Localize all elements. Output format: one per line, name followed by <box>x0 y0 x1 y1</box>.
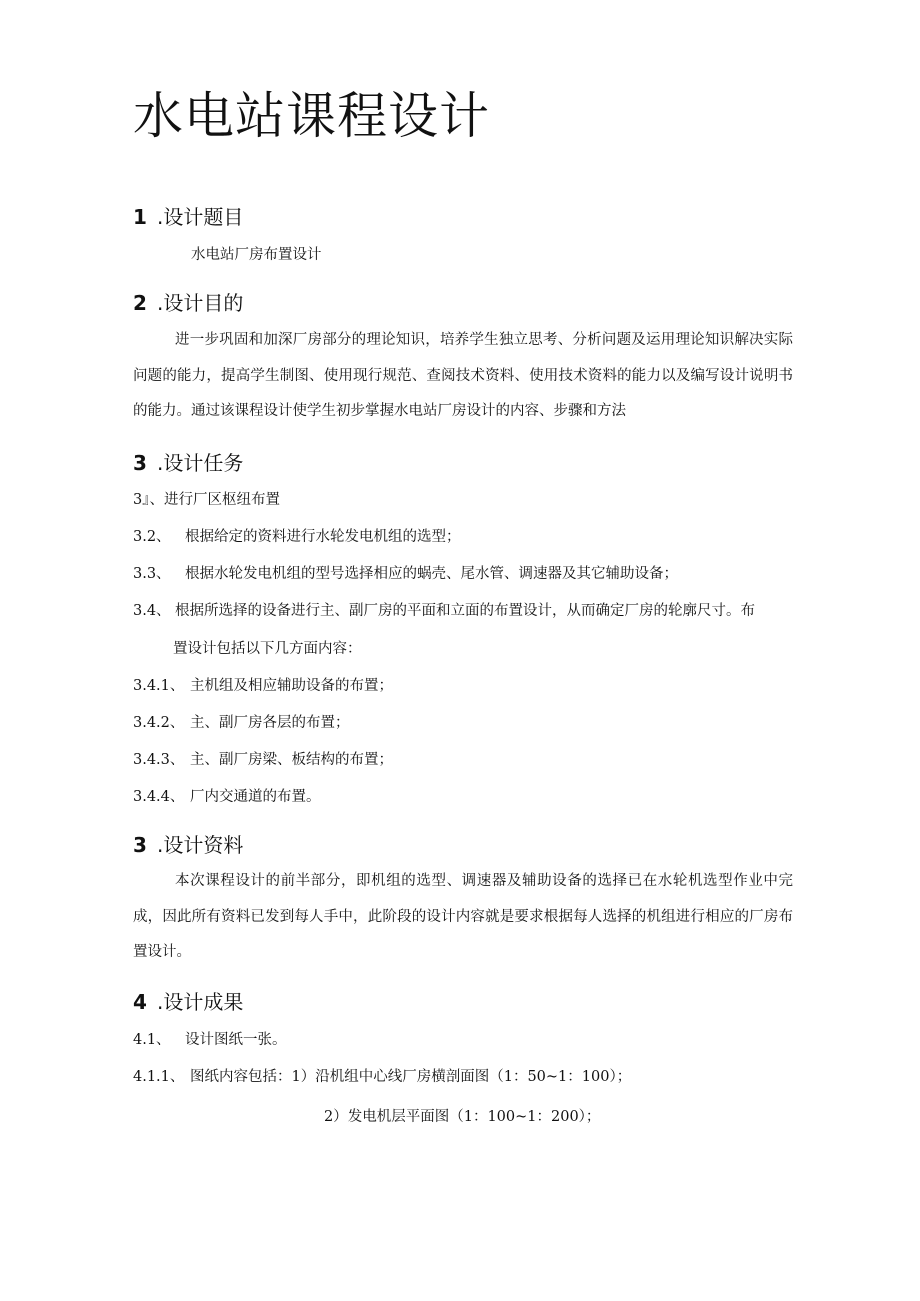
section-2-content: 进一步巩固和加深厂房部分的理论知识，培养学生独立思考、分析问题及运用理论知识解决实际问题的能力，提高学生制图、使用现行规范、查阅技术资料、使用技术资料的能力以及编写设计说明书的能力。通过该课程设计使学生初步掌握水电站厂房设计的内容、步骤和方法 <box>133 332 793 419</box>
list-item-label: 3.3、 <box>133 566 171 582</box>
section-heading-2 <box>133 290 243 316</box>
list-item-label: 3.2、 <box>133 529 171 545</box>
section-heading-3 <box>133 450 243 476</box>
list-item-text: 主、副厂房各层的布置； <box>190 715 350 731</box>
list-item-text: 根据水轮发电机组的型号选择相应的蜗壳、尾水管、调速器及其它辅助设备； <box>185 566 678 582</box>
section-number: 1 <box>133 205 147 229</box>
list-item <box>133 787 321 807</box>
list-item-text: 主、副厂房梁、板结构的布置； <box>190 752 393 768</box>
section-number: 2 <box>133 291 147 315</box>
document-title: 水电站课程设计 <box>133 87 490 145</box>
section-title: .设计目的 <box>157 291 244 315</box>
section-1-content: 水电站厂房布置设计 <box>191 247 322 263</box>
list-item-label: 3』、 <box>133 492 164 508</box>
list-item-text: 主机组及相应辅助设备的布置； <box>190 678 393 694</box>
list-item <box>133 527 461 547</box>
list-item-label: 3.4.2、 <box>133 715 185 731</box>
list-item-text: 根据给定的资料进行水轮发电机组的选型； <box>185 529 461 545</box>
list-item <box>133 1030 287 1050</box>
section-number: 4 <box>133 990 147 1014</box>
list-item-text: 图纸内容包括：1）沿机组中心线厂房横剖面图（1：50~1：100）； <box>190 1069 632 1085</box>
list-item <box>133 564 678 584</box>
section-title: .设计成果 <box>157 990 244 1014</box>
list-item-text: 设计图纸一张。 <box>185 1032 287 1048</box>
list-item-text: 厂内交通道的布置。 <box>190 789 321 805</box>
list-item-label: 4.1、 <box>133 1032 171 1048</box>
list-item <box>133 490 280 510</box>
list-item <box>133 713 350 733</box>
list-item <box>133 1067 631 1087</box>
list-item <box>133 750 393 770</box>
section-heading-5 <box>133 989 243 1015</box>
list-item-label: 3.4.4、 <box>133 789 185 805</box>
list-item-continuation: 置设计包括以下几方面内容： <box>173 641 362 657</box>
list-item-sub: 2）发电机层平面图（1：100~1：200）； <box>324 1109 601 1125</box>
section-title: .设计任务 <box>157 451 244 475</box>
list-item-label: 4.1.1、 <box>133 1069 185 1085</box>
section-4-content: 本次课程设计的前半部分，即机组的选型、调速器及辅助设备的选择已在水轮机选型作业中完成，因此所有资料已发到每人手中，此阶段的设计内容就是要求根据每人选择的机组进行相应的厂房布置设计。 <box>133 873 793 960</box>
section-title: .设计题目 <box>157 205 244 229</box>
section-heading-1 <box>133 204 243 230</box>
list-item-text: 根据所选择的设备进行主、副厂房的平面和立面的布置设计，从而确定厂房的轮廓尺寸。布 <box>175 603 755 619</box>
section-number: 3 <box>133 833 147 857</box>
list-item-label: 3.4、 <box>133 603 171 619</box>
list-item <box>133 676 393 696</box>
list-item <box>133 601 755 621</box>
list-item-label: 3.4.3、 <box>133 752 185 768</box>
list-item-label: 3.4.1、 <box>133 678 185 694</box>
section-title: .设计资料 <box>157 833 244 857</box>
section-number: 3 <box>133 451 147 475</box>
list-item-text: 进行厂区枢纽布置 <box>163 492 280 508</box>
section-heading-4 <box>133 832 243 858</box>
